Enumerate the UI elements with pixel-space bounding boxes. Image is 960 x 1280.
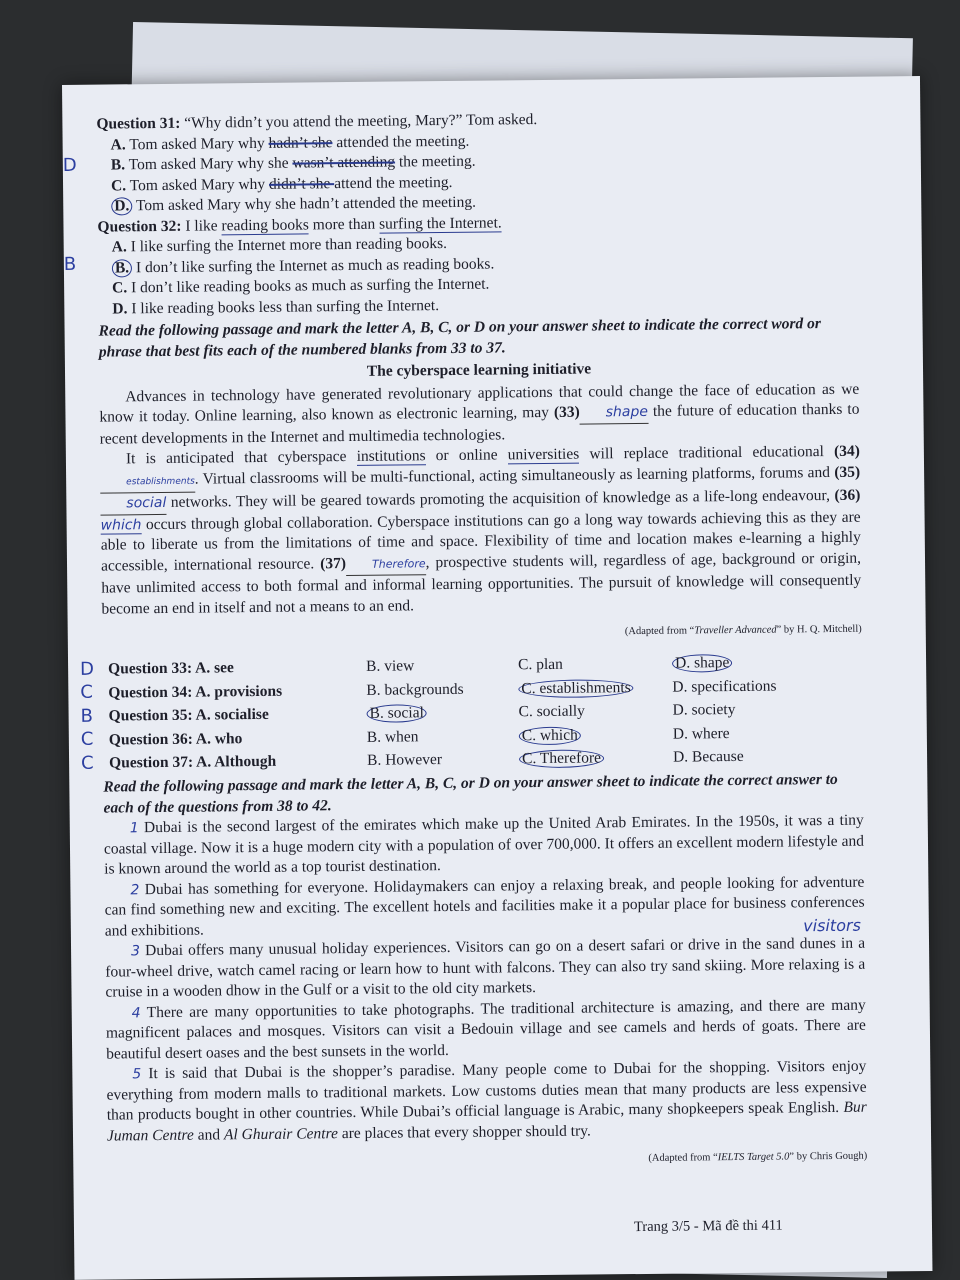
question-31-label: Question 31:: [96, 114, 181, 133]
option-text: Tom asked Mary why: [129, 175, 270, 194]
passage-1-paragraph-2: [100, 442, 862, 620]
option-text: the meeting.: [394, 152, 476, 171]
passage-text: It is anticipated that cyberspace: [125, 447, 357, 468]
handwritten-margin-answer: B: [80, 705, 94, 727]
option-letter: D.: [112, 299, 128, 317]
exam-page: [62, 76, 932, 1280]
question-label: Question 34:: [108, 683, 193, 702]
passage-text: Dubai has something for everyone. Holidaymakers can enjoy a relaxing break, and people looking for adventure can find something new and exciting. The excellent hotels and facilities make it a popular place for business conferences and exhibitions.: [104, 873, 865, 940]
source-text: ” by H. Q. Mitchell): [776, 623, 862, 636]
handwritten-paragraph-number: 2: [130, 881, 140, 898]
passage-text: the future of education thanks to recent developments in the Internet and multimedia technologies.: [99, 400, 860, 448]
handwritten-margin-answer: D: [80, 658, 95, 680]
passage-2-paragraph-5: [106, 1057, 867, 1147]
choice-text: B. social: [367, 704, 427, 723]
handwritten-note: visitors: [803, 915, 861, 936]
questions-33-37-table: [80, 651, 823, 776]
question-label-cell: [80, 679, 366, 705]
blank-number: (36): [834, 486, 861, 504]
choice-b: [367, 748, 519, 773]
choice-b: [366, 701, 518, 726]
question-label-cell: [80, 749, 367, 775]
option-text: attend the meeting.: [334, 173, 453, 192]
instruction-38-42: Read the following passage and mark the letter A, B, C, or D on your answer sheet to indicate the correct answer to each of the questions from 38 to 42.: [103, 770, 838, 817]
passage-2-paragraph-1: [104, 811, 865, 880]
choice-text: D. Because: [672, 747, 744, 766]
circled-option-letter: D.: [111, 197, 132, 215]
choice-text: B. However: [366, 751, 443, 769]
passage-text: are places that every shopper should try.: [337, 1122, 591, 1142]
italic-text: Bur Juman Centre: [106, 1098, 867, 1145]
handwritten-answer: Therefore: [371, 556, 426, 571]
stem-text: more than: [308, 215, 380, 233]
choice-b: [366, 654, 518, 679]
circled-option-letter: B.: [112, 259, 132, 277]
choice-text: D. society: [672, 700, 736, 719]
struck-text: didn’t she: [268, 174, 335, 193]
choice-text: D. shape: [672, 654, 732, 673]
option-letter: A.: [110, 135, 126, 153]
blank-number: (37): [320, 554, 347, 572]
struck-text: hadn’t she: [268, 133, 333, 152]
passage-text: Dubai offers many unusual holiday experiences. Visitors can go on a desert safari or drive in the sand dunes in a four-wheel drive, watch camel racing or learn how to hunt with falcons. They can also try sand skiing. More relaxing is a cruise in a wooden dhow in the Gulf or a visit to the old city markets.: [105, 934, 866, 1001]
handwritten-margin-answer: C: [80, 752, 94, 774]
choice-d: [672, 674, 822, 699]
blank-37: [346, 553, 426, 576]
choice-text: C. plan: [518, 655, 563, 674]
passage-text: . Virtual classrooms will be multi-functional, acting simultaneously as learning platforms, forums and: [194, 463, 835, 488]
choice-a: A. Although: [196, 752, 277, 771]
handwritten-answer: shape: [605, 403, 649, 421]
passage-2-paragraph-4: [106, 995, 867, 1064]
question-label-cell: [80, 726, 367, 752]
choice-text: C. Therefore: [519, 749, 604, 768]
choice-text: D. where: [672, 724, 730, 743]
choice-d: [672, 651, 822, 676]
passage-2-paragraph-3: [105, 915, 866, 1003]
passage-text: occurs through global collaboration. Cyberspace institutions can go a long way towards achieving this as they are able to liberate us from the limitations of time and space. Flexibility of time and location makes e-learning a highly accessible, international resource.: [100, 508, 861, 575]
question-label: Question 36:: [108, 730, 193, 749]
option-letter: B.: [110, 156, 126, 174]
choice-b: [367, 724, 519, 749]
option-text: attended the meeting.: [332, 132, 470, 151]
passage-text: It is said that Dubai is the shopper’s paradise. Many people come to Dubai for the shopping. Visitors enjoy everything from modern malls to traditional markets. Low customs duties mean that many products are less expensive than products bought in other countries. While Dubai’s official language is Arabic, many shopkeepers speak English.: [106, 1057, 867, 1124]
choice-d: [673, 721, 823, 746]
choice-text: C. which: [519, 726, 581, 745]
source-text: (Adapted from “: [624, 625, 695, 638]
option-text: I don’t like surfing the Internet as much as reading books.: [135, 254, 495, 276]
blank-number: (35): [834, 463, 861, 481]
choice-text: B. backgrounds: [366, 680, 464, 699]
instruction-33-37: Read the following passage and mark the letter A, B, C, or D on your answer sheet to indicate the correct word or phrase that best fits each of the numbered blanks from 33 to 37.: [98, 315, 822, 361]
choice-b: [366, 677, 518, 702]
italic-text: Al Ghurair Centre: [223, 1124, 338, 1143]
stem-text: I like: [185, 216, 222, 235]
page-footer: Trang 3/5 - Mã đề thi 411: [633, 1217, 783, 1236]
choice-d: [673, 745, 823, 770]
choice-c: [518, 652, 672, 677]
blank-33: [580, 402, 648, 424]
blank-34: [100, 469, 195, 493]
handwritten-answer: social: [126, 494, 167, 512]
blank-number: (34): [833, 442, 860, 460]
question-32-label: Question 32:: [97, 217, 182, 236]
choice-a: A. provisions: [195, 682, 283, 701]
passage-text: Dubai is the second largest of the emirates which make up the United Arab Emirates. In the 1950s, it was a tiny coastal village. Now it is a huge modern city with a population of over 700,000. It offers an excellent modern lifestyle and is known around the world as a top tourist destination.: [103, 811, 865, 878]
choice-a: A. who: [195, 729, 243, 748]
handwritten-margin-answer: C: [80, 728, 94, 750]
choice-c: [519, 746, 673, 771]
choice-text: C. socially: [518, 702, 585, 721]
choice-a: A. see: [195, 659, 234, 677]
source-book: Traveller Advanced: [694, 624, 777, 637]
option-text: I like reading books less than surfing the Internet.: [131, 296, 440, 317]
option-letter: C.: [110, 176, 127, 194]
passage-text: , prospective students will, regardless of age, background or origin, have unlimited access to both formal and informal learning opportunities. The pursuit of knowledge will consequently become an end in itself and not a means to an end.: [101, 549, 862, 618]
handwritten-paragraph-number: 4: [131, 1004, 141, 1021]
passage-text: There are many opportunities to take photographs. The traditional architecture is amazing, and there are many magnificent palaces and mosques. Visitors can visit a Bedouin village and see camels and herds of goats. There are beautiful desert oases and the best sunsets in the world.: [105, 996, 866, 1063]
page-content: [62, 107, 868, 1185]
blank-35: [100, 493, 166, 515]
question-label: Question 35:: [108, 706, 193, 725]
choice-text: B. when: [366, 727, 419, 746]
choice-text: B. view: [366, 657, 415, 675]
underlined-text: universities: [507, 445, 580, 464]
passage-2-source: [107, 1147, 867, 1175]
passage-text: and: [193, 1125, 225, 1144]
blank-number: (33): [553, 403, 580, 421]
question-31-text: “Why didn’t you attend the meeting, Mary?” Tom asked.: [184, 111, 538, 132]
option-letter: A.: [111, 238, 127, 256]
handwritten-margin-answer: B: [63, 253, 77, 275]
option-text: I like surfing the Internet more than reading books.: [130, 234, 448, 256]
option-text: I don’t like reading books as much as surfing the Internet.: [130, 275, 490, 297]
choice-c: [518, 676, 672, 701]
struck-text: wasn’t attending: [292, 153, 396, 172]
underlined-text: institutions: [356, 447, 426, 465]
choice-d: [672, 698, 822, 723]
question-label-cell: [80, 702, 366, 728]
passage-text: or online: [425, 446, 508, 465]
underlined-text: reading books: [221, 215, 309, 234]
question-label: Question 37:: [109, 753, 194, 772]
handwritten-margin-answer: D: [62, 154, 77, 176]
underlined-text: surfing the Internet.: [378, 213, 502, 233]
choice-c: [518, 699, 672, 724]
option-text: Tom asked Mary why she: [128, 154, 293, 174]
source-text: (Adapted from “: [648, 1152, 718, 1164]
handwritten-paragraph-number: 1: [129, 820, 139, 837]
source-book: IELTS Target 5.0: [717, 1151, 790, 1164]
passage-text: networks. They will be geared towards promoting the acquisition of knowledge as a life-long endeavour,: [166, 486, 835, 511]
passage-text: Advances in technology have generated revolutionary applications that could change the face of education as we know it today. Online learning, also known as electronic learning, may: [99, 380, 860, 426]
handwritten-answer: which: [100, 516, 142, 534]
question-label: Question 33:: [108, 659, 193, 678]
source-text: ” by Chris Gough): [789, 1150, 868, 1163]
passage-1-title: The cyberspace learning initiative: [366, 360, 592, 380]
option-text: Tom asked Mary why: [129, 134, 269, 153]
handwritten-answer: establishments: [126, 476, 195, 487]
choice-text: C. establishments: [518, 679, 634, 698]
choice-text: D. specifications: [672, 677, 777, 696]
option-text: Tom asked Mary why she hadn’t attended the meeting.: [135, 193, 477, 215]
handwritten-paragraph-number: 5: [132, 1066, 142, 1083]
handwritten-paragraph-number: 3: [130, 943, 141, 960]
passage-2-paragraph-2: [104, 872, 865, 941]
option-letter: C.: [112, 279, 128, 297]
choice-c: [519, 723, 673, 748]
handwritten-margin-answer: C: [80, 681, 94, 703]
passage-text: will replace traditional educational: [579, 442, 835, 463]
passage-1-source: [102, 620, 862, 648]
passage-1-paragraph-1: [99, 379, 860, 449]
choice-a: A. socialise: [195, 705, 269, 724]
question-label-cell: [80, 655, 366, 681]
